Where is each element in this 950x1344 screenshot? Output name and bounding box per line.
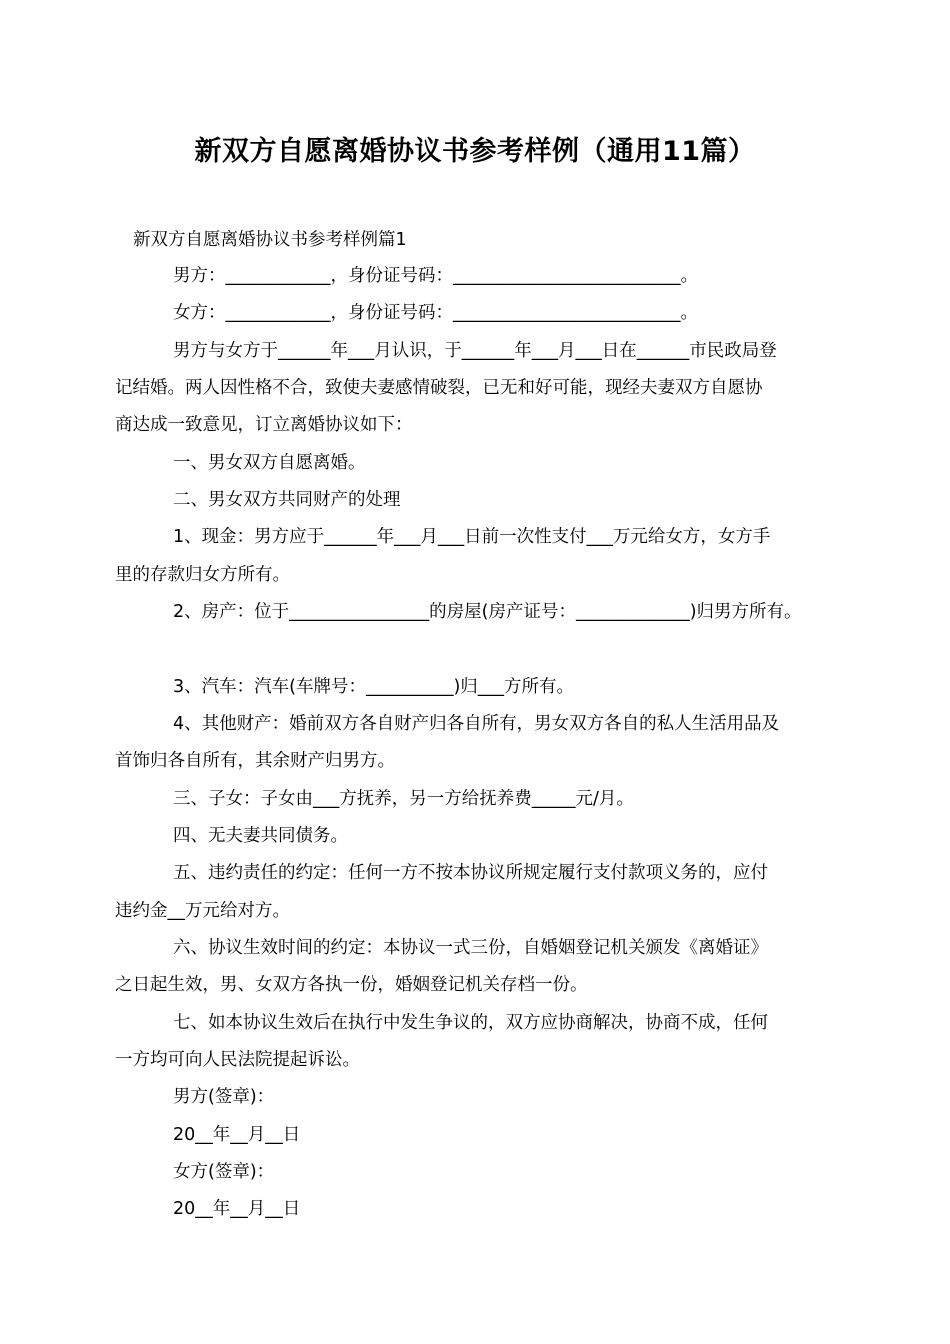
section-heading: 新双方自愿离婚协议书参考样例篇1 [133, 230, 407, 250]
clause-1: 一、男女双方自愿离婚。 [173, 453, 366, 473]
clause-2-1-line-2: 里的存款归女方所有。 [115, 565, 290, 585]
clause-7-line-1: 七、如本协议生效后在执行中发生争议的，双方应协商解决，协商不成，任何 [173, 1013, 768, 1033]
intro-paragraph-line-2: 记结婚。两人因性格不合，致使夫妻感情破裂，已无和好可能，现经夫妻双方自愿协 [115, 378, 763, 398]
clause-2-4-line-2: 首饰归各自所有，其余财产归男方。 [115, 751, 395, 771]
husband-signature-line: 男方(签章)： [173, 1087, 275, 1107]
intro-paragraph-line-1: 男方与女方于______年___月认识，于______年___月___日在______市民政局登 [173, 341, 777, 361]
clause-5-line-1: 五、违约责任的约定：任何一方不按本协议所规定履行支付款项义务的，应付 [173, 863, 768, 883]
document-title: 新双方自愿离婚协议书参考样例（通用11篇） [194, 136, 756, 167]
clause-2: 二、男女双方共同财产的处理 [173, 490, 401, 510]
clause-5-line-2: 违约金__万元给对方。 [115, 901, 290, 921]
husband-signature-date: 20__年__月__日 [173, 1125, 301, 1145]
clause-2-4-line-1: 4、其他财产：婚前双方各自财产归各自所有，男女双方各自的私人生活用品及 [173, 714, 780, 734]
clause-3: 三、子女：子女由___方抚养，另一方给抚养费_____元/月。 [173, 789, 634, 809]
clause-6-line-2: 之日起生效，男、女双方各执一份，婚姻登记机关存档一份。 [115, 975, 588, 995]
wife-signature-date: 20__年__月__日 [173, 1199, 301, 1219]
husband-id-line: 男方：____________，身份证号码：__________________________。 [173, 266, 698, 286]
wife-signature-line: 女方(签章)： [173, 1162, 275, 1182]
wife-id-line: 女方：____________，身份证号码：__________________________。 [173, 303, 698, 323]
clause-2-1-line-1: 1、现金：男方应于______年___月___日前一次性支付___万元给女方，女方手 [173, 527, 771, 547]
clause-4: 四、无夫妻共同债务。 [173, 826, 348, 846]
clause-7-line-2: 一方均可向人民法院提起诉讼。 [115, 1050, 360, 1070]
intro-paragraph-line-3: 商达成一致意见，订立离婚协议如下： [115, 415, 413, 435]
clause-2-2: 2、房产：位于________________的房屋(房产证号：_____________)归男方所有。 [173, 602, 802, 622]
clause-2-3: 3、汽车：汽车(车牌号：__________)归___方所有。 [173, 677, 575, 697]
clause-6-line-1: 六、协议生效时间的约定：本协议一式三份，自婚姻登记机关颁发《离婚证》 [173, 938, 768, 958]
